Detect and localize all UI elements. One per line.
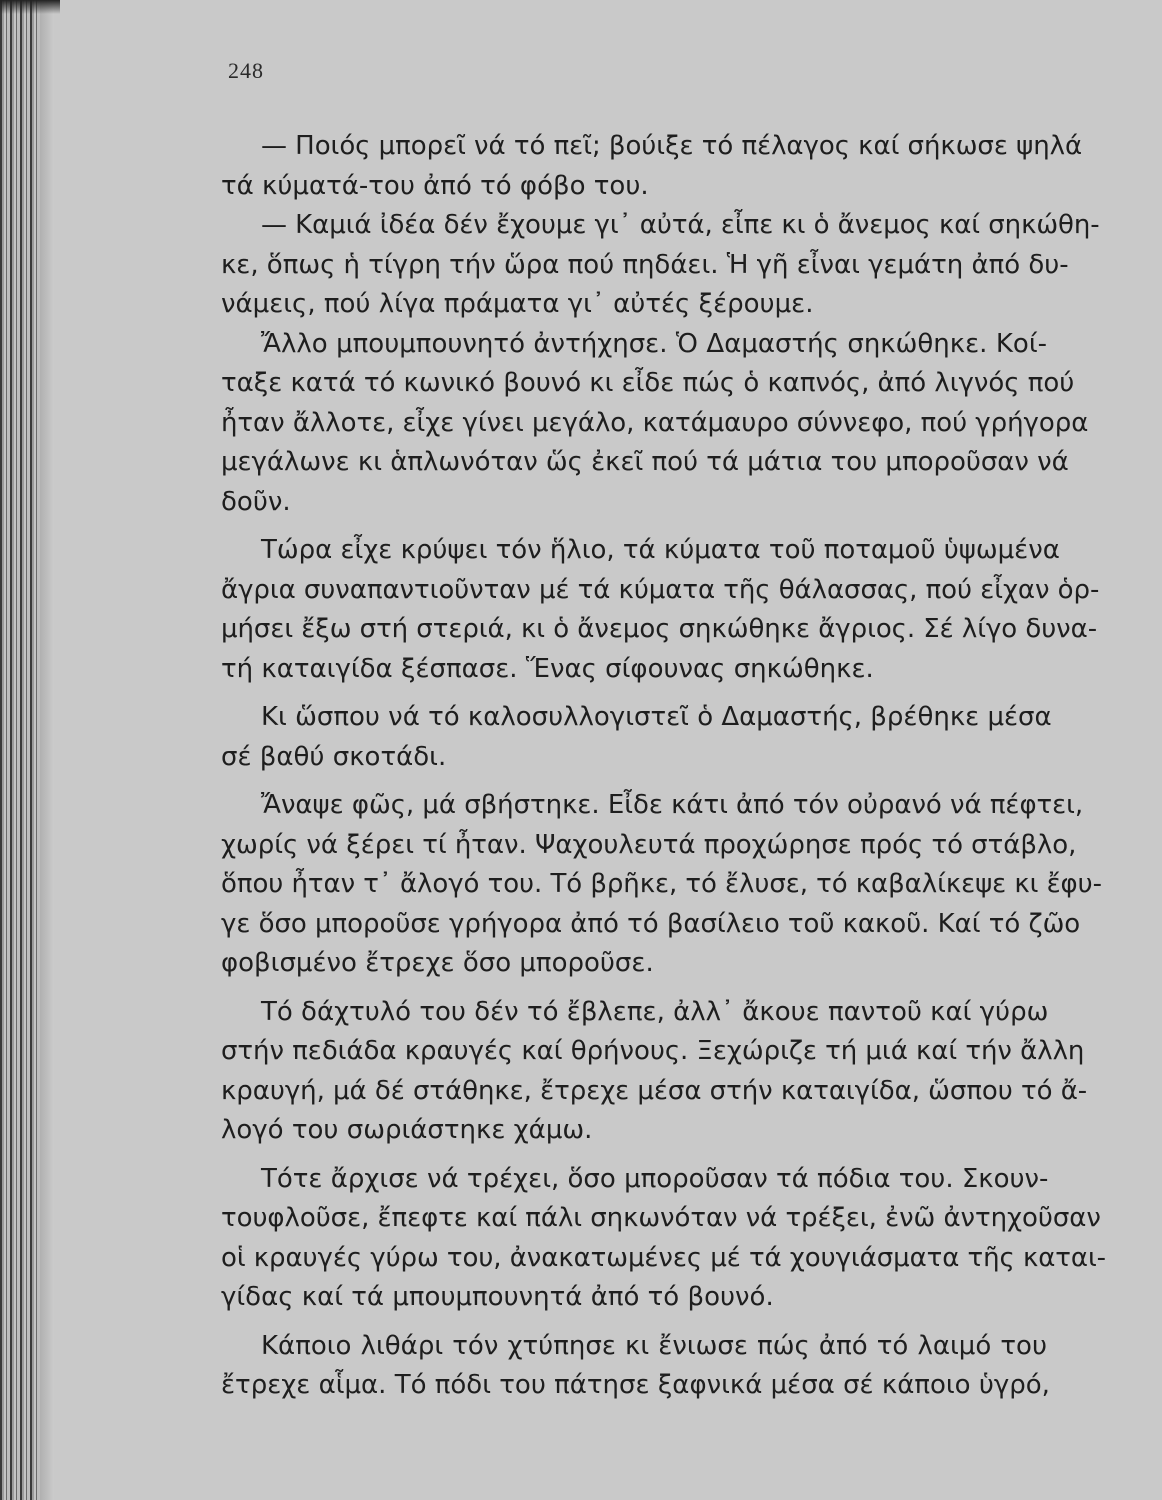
text-line: Κάποιο λιθάρι τόν χτύπησε κι ἔνιωσε πώς ἀπό τό λαιμό του	[261, 1330, 1047, 1361]
paragraph-6	[221, 786, 1102, 984]
text-line: ὅπου ἦταν τ᾽ ἄλογό του. Τό βρῆκε, τό ἔλυσε, τό καβαλίκεψε κι ἔφυ-	[221, 869, 1102, 899]
page-edge-fade	[40, 0, 54, 1500]
text-line: ταξε κατά τό κωνικό βουνό κι εἶδε πώς ὁ καπνός, ἀπό λιγνός πού	[221, 368, 1075, 398]
text-line: μήσει ἔξω στή στεριά, κι ὁ ἄνεμος σηκώθηκε ἄγριος. Σέ λίγο δυνα-	[221, 614, 1098, 644]
text-line: κραυγή, μά δέ στάθηκε, ἔτρεχε μέσα στήν καταιγίδα, ὥσπου τό ἄ-	[221, 1075, 1088, 1106]
text-line: κε, ὅπως ἡ τίγρη τήν ὥρα πού πηδάει. Ἡ γῆ εἶναι γεμάτη ἀπό δυ-	[221, 249, 1069, 280]
paragraph-9	[221, 1327, 1050, 1406]
text-line: τά κύματά-του ἀπό τό φόβο του.	[221, 170, 649, 201]
text-line: φοβισμένο ἔτρεχε ὅσο μποροῦσε.	[221, 948, 654, 978]
text-line: ἦταν ἄλλοτε, εἶχε γίνει μεγάλο, κατάμαυρο σύννεφο, πού γρήγορα	[221, 407, 1089, 438]
paragraph-8	[221, 1160, 1107, 1318]
text-line: τουφλοῦσε, ἔπεφτε καί πάλι σηκωνόταν νά τρέξει, ἐνῶ ἀντηχοῦσαν	[221, 1203, 1101, 1233]
text-line: ἔτρεχε αἷμα. Τό πόδι του πάτησε ξαφνικά μέσα σέ κάποιο ὑγρό,	[221, 1370, 1050, 1400]
text-line: — Καμιά ἰδέα δέν ἔχουμε γι᾽ αὐτά, εἶπε κι ὁ ἄνεμος καί σηκώθη-	[261, 210, 1100, 240]
text-line: Τότε ἄρχισε νά τρέχει, ὅσο μποροῦσαν τά πόδια του. Σκουν-	[261, 1163, 1049, 1194]
binding-shadow	[0, 0, 60, 14]
text-line: οἱ κραυγές γύρω του, ἀνακατωμένες μέ τά χουγιάσματα τῆς καται-	[221, 1242, 1107, 1273]
text-line: Ἄλλο μπουμπουνητό ἀντήχησε. Ὁ Δαμαστής σηκώθηκε. Κοί-	[261, 328, 1047, 359]
text-line: νάμεις, πού λίγα πράματα γι᾽ αὐτές ξέρουμε.	[221, 289, 814, 319]
paragraph-5	[221, 698, 1052, 777]
text-line: Ἄναψε φῶς, μά σβήστηκε. Εἶδε κάτι ἀπό τόν οὐρανό νά πέφτει,	[261, 790, 1084, 820]
text-line: Τώρα εἶχε κρύψει τόν ἥλιο, τά κύματα τοῦ ποταμοῦ ὑψωμένα	[261, 535, 1060, 565]
text-line: — Ποιός μπορεῖ νά τό πεῖ; βούιξε τό πέλαγος καί σήκωσε ψηλά	[261, 131, 1083, 161]
text-line: μεγάλωνε κι ἁπλωνόταν ὥς ἐκεῖ πού τά μάτια του μποροῦσαν νά	[221, 447, 1069, 477]
body-text	[221, 127, 1107, 1406]
text-line: Κι ὥσπου νά τό καλοσυλλογιστεῖ ὁ Δαμαστής, βρέθηκε μέσα	[261, 702, 1052, 732]
text-line: τή καταιγίδα ξέσπασε. Ἕνας σίφουνας σηκώθηκε.	[221, 653, 874, 684]
text-line: σέ βαθύ σκοτάδι.	[221, 741, 447, 772]
text-line: Τό δάχτυλό του δέν τό ἔβλεπε, ἀλλ᾽ ἄκουε παντοῦ καί γύρω	[261, 996, 1049, 1027]
text-line: δοῦν.	[221, 486, 291, 517]
paragraph-2	[221, 206, 1100, 325]
text-line: στήν πεδιάδα κραυγές καί θρήνους. Ξεχώριζε τή μιά καί τήν ἄλλη	[221, 1036, 1085, 1066]
text-line: χωρίς νά ξέρει τί ἦταν. Ψαχουλευτά προχώρησε πρός τό στάβλο,	[221, 829, 1077, 860]
paragraph-1	[221, 127, 1083, 206]
text-line: λογό του σωριάστηκε χάμω.	[221, 1115, 593, 1145]
paragraph-3	[221, 325, 1089, 523]
text-line: γίδας καί τά μπουμπουνητά ἀπό τό βουνό.	[221, 1282, 774, 1312]
text-line: γε ὅσο μποροῦσε γρήγορα ἀπό τό βασίλειο τοῦ κακοῦ. Καί τό ζῶο	[221, 908, 1081, 939]
paragraph-4	[221, 531, 1100, 689]
text-line: ἄγρια συναπαντιοῦνταν μέ τά κύματα τῆς θάλασσας, πού εἶχαν ὁρ-	[221, 574, 1100, 605]
paragraph-7	[221, 993, 1088, 1151]
page-number: 248	[228, 58, 264, 83]
